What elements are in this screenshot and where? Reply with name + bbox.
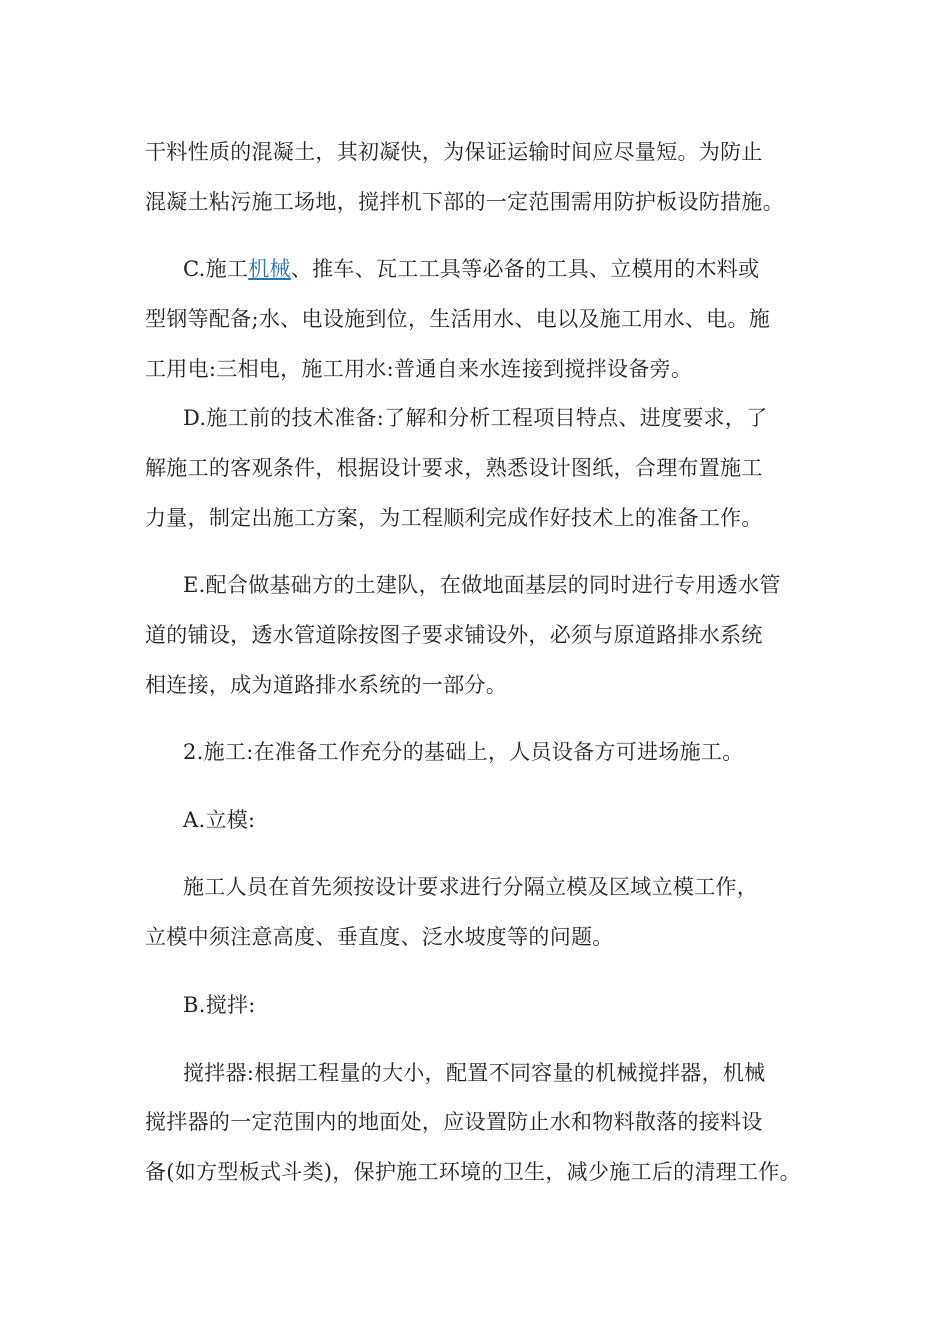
paragraph-line: 备(如方型板式斗类)，保护施工环境的卫生，减少施工后的清理工作。 <box>145 1160 801 1184</box>
paragraph-line: 施工人员在首先须按设计要求进行分隔立模及区域立模工作， <box>183 875 759 899</box>
paragraph-line: 混凝土粘污施工场地，搅拌机下部的一定范围需用防护板设防措施。 <box>145 190 784 214</box>
section-heading: 2.施工:在准备工作充分的基础上，人员设备方可进场施工。 <box>183 740 744 764</box>
paragraph-c-line <box>183 254 759 284</box>
paragraph-line: 搅拌器的一定范围内的地面处，应设置防止水和物料散落的接料设 <box>145 1110 763 1134</box>
paragraph-line: D.施工前的技术准备:了解和分析工程项目特点、进度要求，了 <box>183 406 768 430</box>
paragraph-line: 干料性质的混凝土，其初凝快，为保证运输时间应尽量短。为防止 <box>145 140 763 164</box>
paragraph-line: 型钢等配备;水、电设施到位，生活用水、电以及施工用水、电。施 <box>145 307 771 331</box>
machinery-link[interactable]: 机械 <box>248 257 291 281</box>
paragraph-line: 立模中须注意高度、垂直度、泛水坡度等的问题。 <box>145 925 614 949</box>
paragraph-line: 工用电:三相电，施工用水:普通自来水连接到搅拌设备旁。 <box>145 357 693 381</box>
paragraph-text: C.施工 <box>183 257 249 281</box>
paragraph-line: 搅拌器:根据工程量的大小，配置不同容量的机械搅拌器，机械 <box>183 1061 766 1085</box>
paragraph-line: E.配合做基础方的土建队，在做地面基层的同时进行专用透水管 <box>183 573 781 597</box>
paragraph-line: 解施工的客观条件，根据设计要求，熟悉设计图纸，合理布置施工 <box>145 456 763 480</box>
paragraph-line: 道的铺设，透水管道除按图子要求铺设外，必须与原道路排水系统 <box>145 623 763 647</box>
paragraph-line: 相连接，成为道路排水系统的一部分。 <box>145 673 508 697</box>
paragraph-text: 、推车、瓦工工具等必备的工具、立模用的木料或 <box>290 257 760 281</box>
subsection-heading: B.搅拌: <box>183 993 256 1017</box>
paragraph-line: 力量，制定出施工方案，为工程顺利完成作好技术上的准备工作。 <box>145 506 763 530</box>
subsection-heading: A.立模: <box>183 808 256 832</box>
